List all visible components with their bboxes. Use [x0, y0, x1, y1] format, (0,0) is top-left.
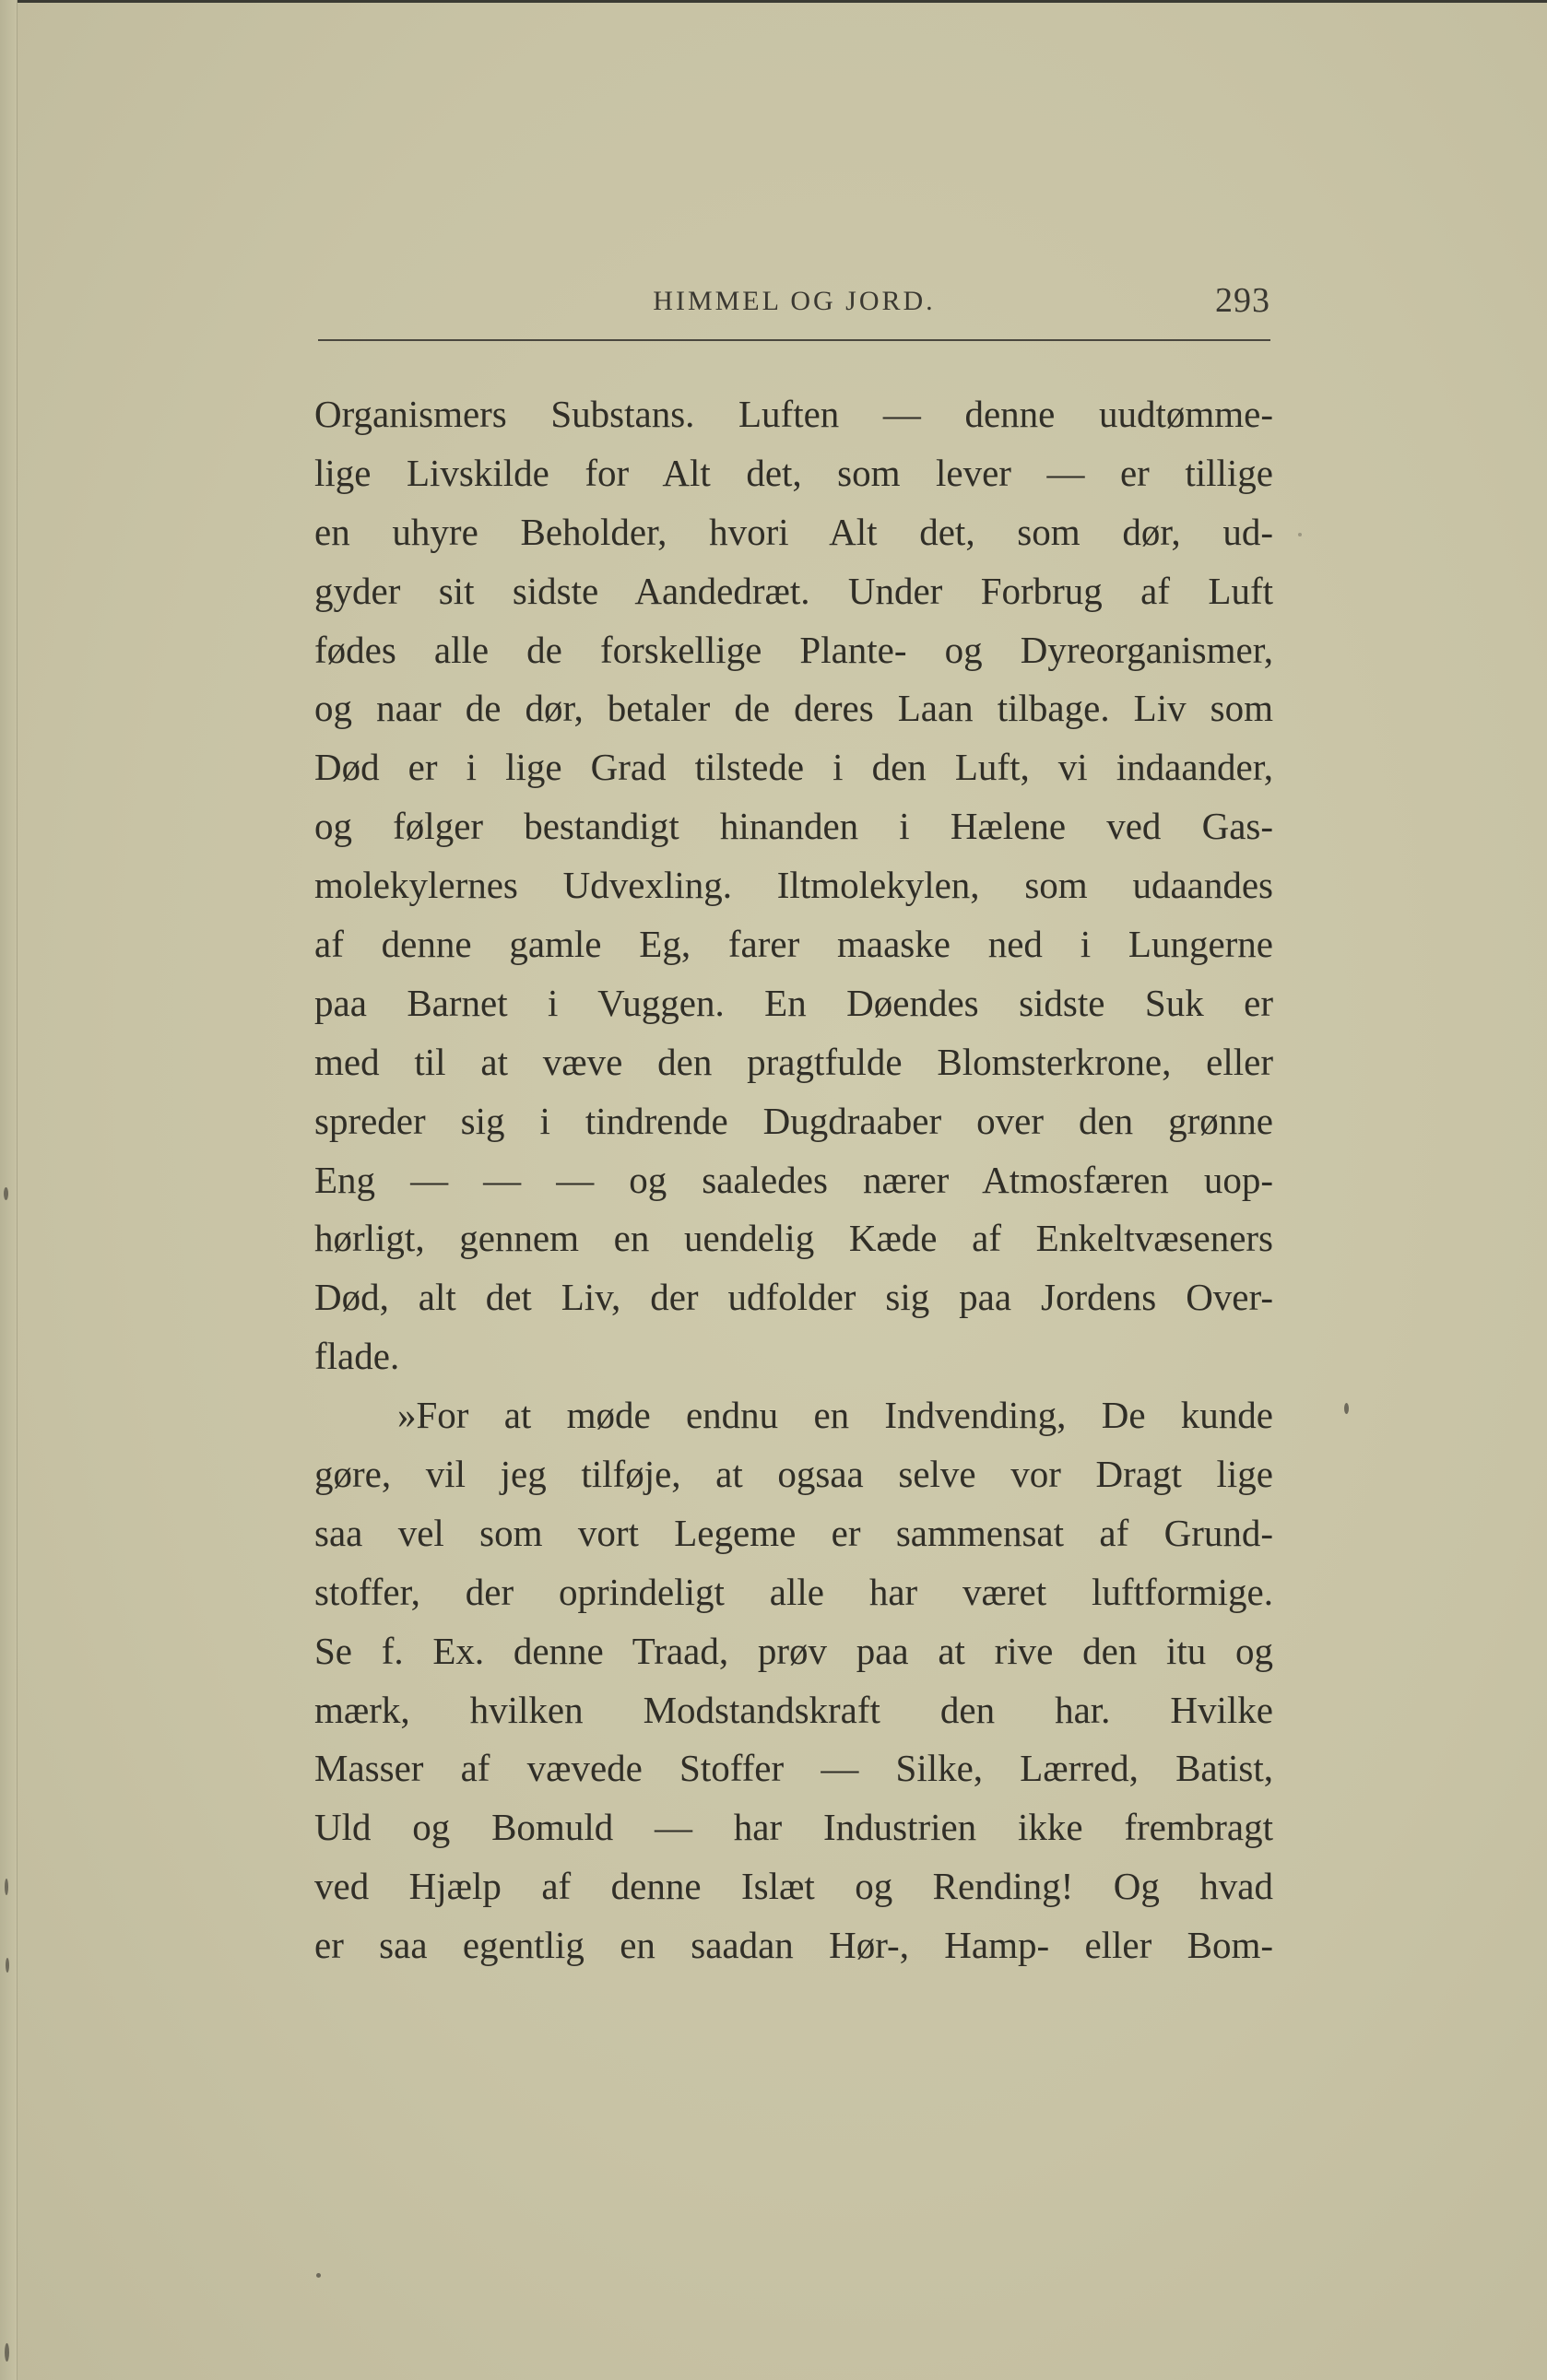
text-line: og naar de dør, betaler de deres Laan tilbage. Liv som [314, 687, 1273, 730]
paper-speck [4, 1187, 8, 1200]
text-line: lige Livskilde for Alt det, som lever — er tillige [314, 451, 1273, 494]
text-line: af denne gamle Eg, farer maaske ned i Lungerne [314, 923, 1273, 966]
page-number: 293 [1215, 281, 1270, 320]
text-line: gyder sit sidste Aandedræt. Under Forbrug af Luft [314, 569, 1273, 612]
scan-top-edge [0, 0, 1547, 3]
running-title: HIMMEL OG JORD. [653, 286, 936, 316]
header-rule [318, 339, 1270, 341]
paper-speck [5, 2343, 9, 2362]
text-line: en uhyre Beholder, hvori Alt det, som dør, ud- [314, 510, 1273, 553]
text-line: saa vel som vort Legeme er sammensat af Grund- [314, 1511, 1273, 1554]
text-line: gøre, vil jeg tilføje, at ogsaa selve vor Dragt lige [314, 1453, 1273, 1496]
page-binding-edge [0, 0, 18, 2380]
paragraph-end-line: flade. [314, 1335, 400, 1378]
page-header [318, 277, 1270, 332]
paragraph-start-line: »For at møde endnu en Indvending, De kunde [397, 1394, 1273, 1437]
text-line: stoffer, der oprindeligt alle har været luftformige. [314, 1570, 1273, 1613]
text-line: mærk, hvilken Modstandskraft den har. Hvilke [314, 1688, 1273, 1731]
text-line: hørligt, gennem en uendelig Kæde af Enkeltvæseners [314, 1217, 1273, 1260]
paper-speck [1344, 1403, 1349, 1414]
text-line: Se f. Ex. denne Traad, prøv paa at rive den itu og [314, 1629, 1273, 1672]
paper-speck [5, 1879, 8, 1895]
paper-speck [6, 1958, 9, 1973]
text-line: Eng — — — og saaledes nærer Atmosfæren uop- [314, 1158, 1273, 1201]
text-line: med til at væve den pragtfulde Blomsterkrone, eller [314, 1040, 1273, 1083]
text-line: Død er i lige Grad tilstede i den Luft, vi indaander, [314, 746, 1273, 789]
text-line: Masser af vævede Stoffer — Silke, Lærred, Batist, [314, 1747, 1273, 1790]
body-text [314, 385, 1273, 1975]
paper-speck [316, 2273, 321, 2278]
text-line: fødes alle de forskellige Plante- og Dyreorganismer, [314, 628, 1273, 671]
text-line: Død, alt det Liv, der udfolder sig paa Jordens Over- [314, 1276, 1273, 1319]
text-line: spreder sig i tindrende Dugdraaber over den grønne [314, 1099, 1273, 1142]
text-line: og følger bestandigt hinanden i Hælene ved Gas- [314, 805, 1273, 848]
text-line: er saa egentlig en saadan Hør-, Hamp- eller Bom- [314, 1924, 1273, 1967]
text-line: molekylernes Udvexling. Iltmolekylen, som udaandes [314, 864, 1273, 907]
text-line: ved Hjælp af denne Islæt og Rending! Og hvad [314, 1865, 1273, 1908]
text-line: paa Barnet i Vuggen. En Døendes sidste Suk er [314, 981, 1273, 1024]
text-line: Uld og Bomuld — har Industrien ikke frembragt [314, 1806, 1273, 1849]
text-line: Organismers Substans. Luften — denne uudtømme- [314, 393, 1273, 435]
paper-speck [1298, 533, 1302, 536]
